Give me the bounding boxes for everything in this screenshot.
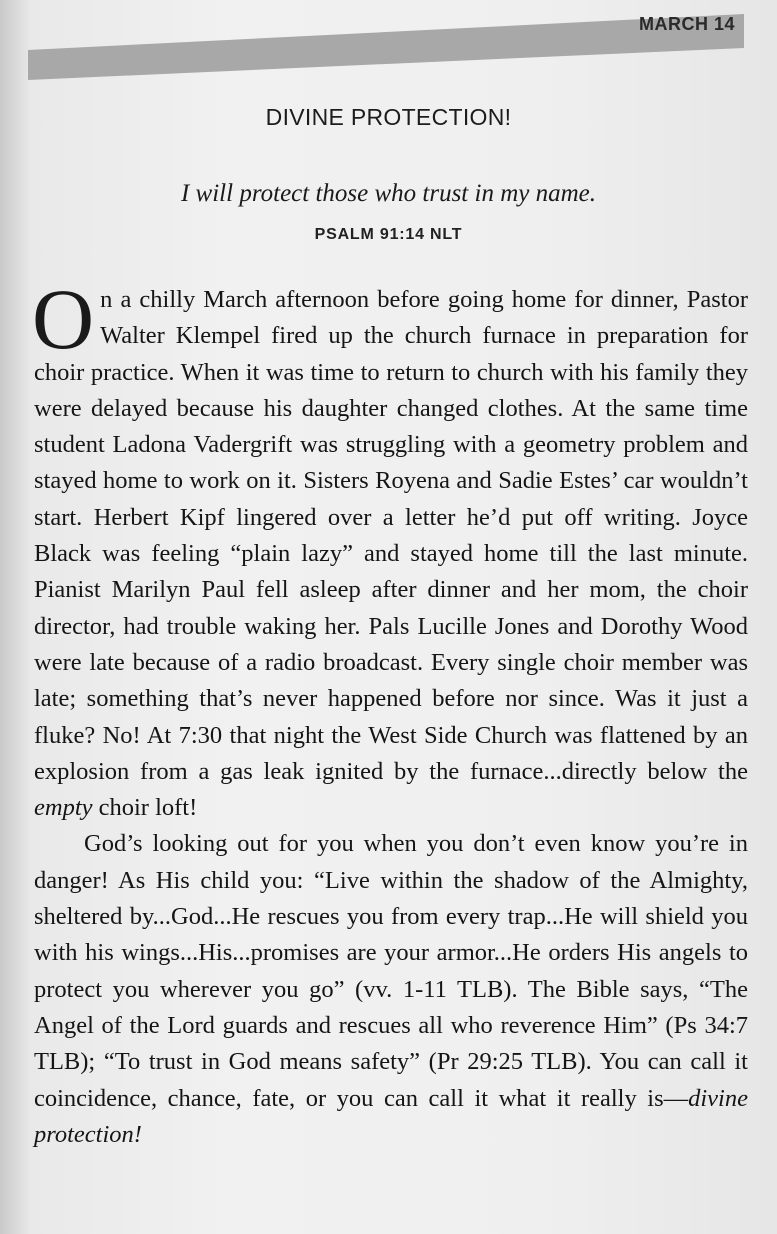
- paragraph-2: [34, 826, 748, 1153]
- date-banner-shape: [28, 14, 744, 80]
- devotional-title: DIVINE PROTECTION!: [265, 104, 512, 130]
- date-banner: [28, 14, 744, 80]
- drop-cap: O: [32, 271, 95, 367]
- paragraph-1-text: n a chilly March afternoon before going home for dinner, Pastor Walter Klempel fired up the church furnace in preparation for choir practice. When it was time to return to church with his family they were delayed because his daughter changed clothes. At the same time student Ladona Vadergrift was struggling with a geometry problem and stayed home to work on it. Sisters Royena and Sadie Estes’ car wouldn’t start. Herbert Kipf lingered over a letter he’d put off writing. Joyce Black was feeling “plain lazy” and stayed home till the last minute. Pianist Marilyn Paul fell asleep after dinner and her mom, the choir director, had trouble waking her. Pals Lucille Jones and Dorothy Wood were late because of a radio broadcast. Every single choir member was late; something that’s never happened before nor since. Was it just a fluke? No! At 7:30 that night the West Side Church was flattened by an explosion from a gas leak ignited by the furnace...directly below the: [34, 286, 748, 785]
- date-label: MARCH 14: [638, 14, 735, 34]
- devotional-body: [32, 271, 748, 1153]
- paragraph-1: [32, 271, 748, 826]
- scripture-reference: PSALM 91:14 NLT: [314, 226, 463, 243]
- closing-phrase: divine protection!: [34, 1084, 748, 1148]
- emphasis-word: empty: [34, 794, 93, 822]
- paragraph-2-text: God’s looking out for you when you don’t even know you’re in danger! As His child you: “Live within the shadow of the Almighty, sheltered by...God...He rescues you from every trap...He will shield you with his wings...His...promises are your armor...He orders His angels to protect you wherever you go” (vv. 1-11 TLB). The Bible says, “The Angel of the Lord guards and rescues all who reverence Him” (Ps 34:7 TLB); “To trust in God means safety” (Pr 29:25 TLB). You can call it coincidence, chance, fate, or you can call it what it really is—: [34, 830, 748, 1112]
- scripture-verse: I will protect those who trust in my name.: [180, 180, 596, 207]
- paragraph-1-end: choir loft!: [92, 794, 198, 822]
